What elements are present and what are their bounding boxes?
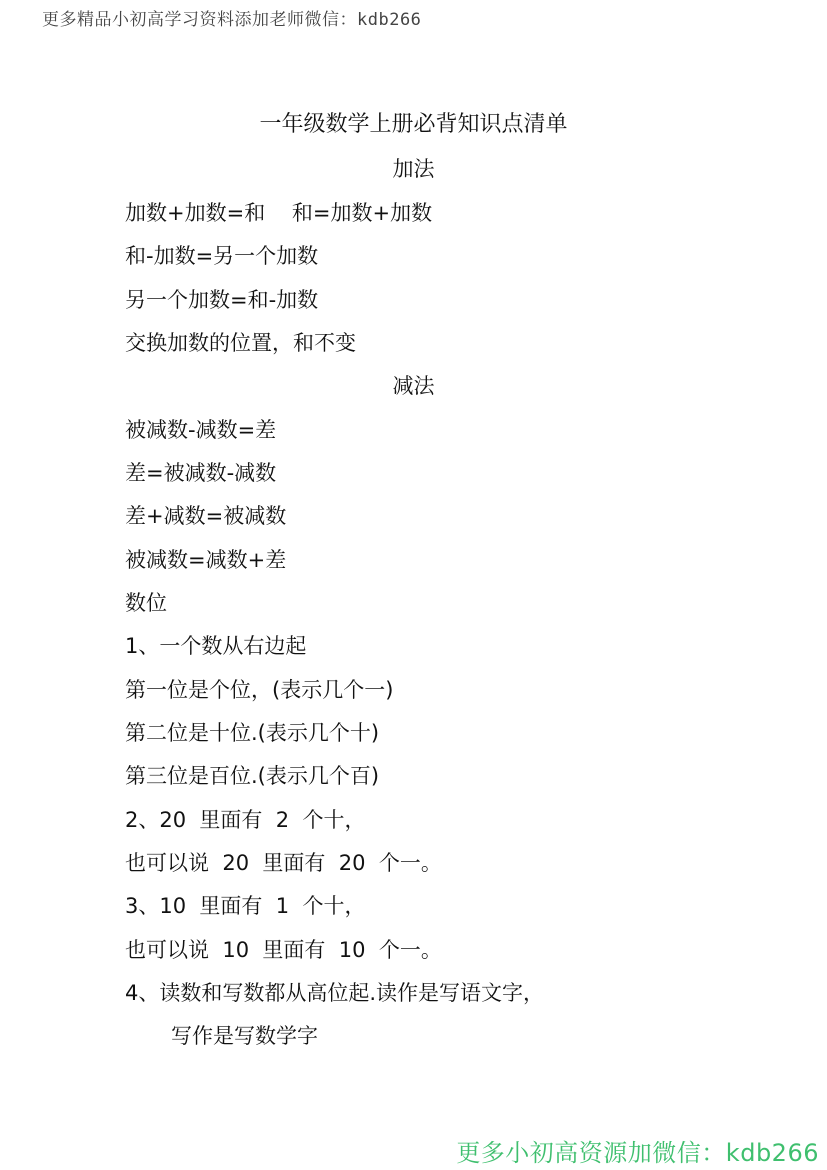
place-value-line: 第一位是个位，(表示几个一) [125,678,394,702]
header-note: 更多精品小初高学习资料添加老师微信：kdb266 [42,10,422,30]
place-value-line: 3、10 里面有 1 个十， [125,894,366,918]
place-value-line: 第二位是十位.(表示几个十) [125,721,380,745]
place-value-line: 2、20 里面有 2 个十， [125,808,366,832]
section-heading-place-value: 数位 [125,591,167,615]
subtraction-line: 被减数-减数=差 [125,418,277,442]
place-value-line: 也可以说 20 里面有 20 个一。 [125,851,442,875]
addition-line: 加数+加数=和 和=加数+加数 [125,201,433,225]
section-heading-addition: 加法 [392,157,435,181]
place-value-line: 第三位是百位.(表示几个百) [125,764,380,788]
subtraction-line: 差+减数=被减数 [125,504,287,528]
subtraction-line: 差=被减数-减数 [125,461,277,485]
place-value-line: 4、读数和写数都从高位起.读作是写语文字， [125,981,545,1005]
place-value-line: 1、一个数从右边起 [125,634,307,658]
addition-line: 交换加数的位置，和不变 [125,331,356,355]
section-heading-subtraction: 减法 [392,374,435,398]
place-value-line: 写作是写数学字 [171,1024,318,1048]
addition-line: 另一个加数=和-加数 [125,288,319,312]
document-title: 一年级数学上册必背知识点清单 [259,112,568,137]
place-value-line: 也可以说 10 里面有 10 个一。 [125,938,442,962]
addition-line: 和-加数=另一个加数 [125,244,319,268]
footer-note: 更多小初高资源加微信：kdb266 [456,1139,819,1167]
subtraction-line: 被减数=减数+差 [125,548,287,572]
